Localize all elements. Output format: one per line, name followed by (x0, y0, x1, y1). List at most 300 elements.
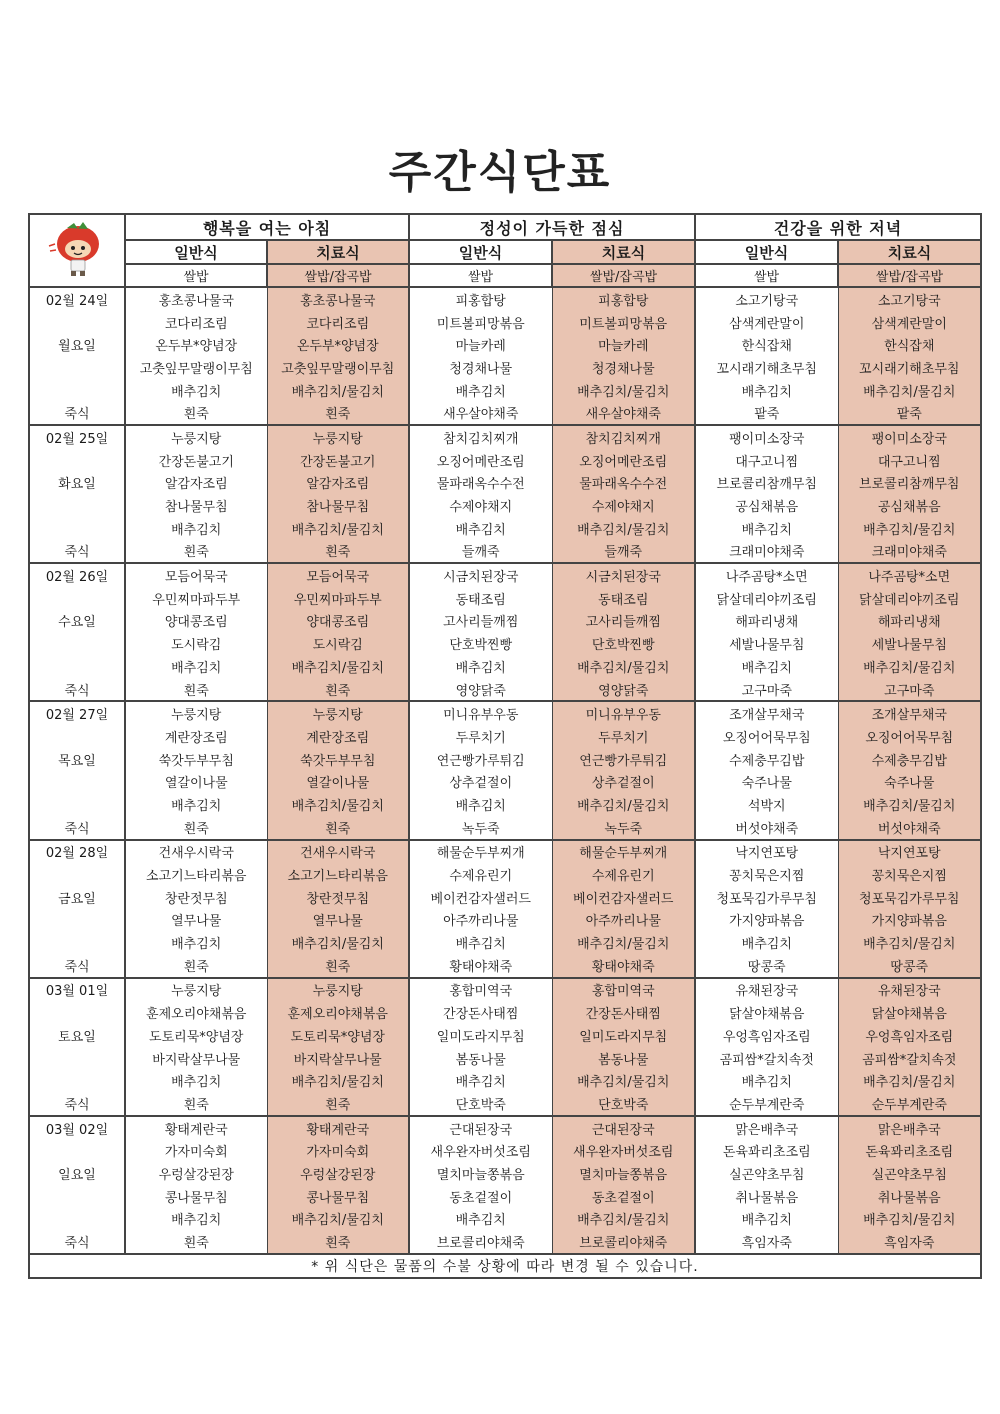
dish-therapy: 누룽지탕 (267, 701, 409, 725)
dish-therapy: 우렁살강된장 (267, 1162, 409, 1185)
day-weekday: 화요일 (29, 472, 125, 495)
dish-therapy: 수제야채지 (552, 494, 695, 517)
dish-therapy: 흰죽 (267, 678, 409, 702)
porridge-label: 죽식 (29, 954, 125, 978)
dish-therapy: 우민찌마파두부 (267, 587, 409, 610)
dish-therapy: 배추김치/물김치 (552, 379, 695, 402)
dish-general: 팥죽 (695, 401, 838, 425)
dish-therapy: 동태조림 (552, 587, 695, 610)
menu-row (29, 793, 981, 816)
menu-row (29, 816, 981, 840)
day-cell (29, 494, 125, 517)
dish-therapy: 수제충무김밥 (838, 748, 981, 771)
dish-general: 공심채볶음 (695, 494, 838, 517)
day-weekday: 금요일 (29, 886, 125, 909)
dish-therapy: 가자미숙회 (267, 1139, 409, 1162)
dish-therapy: 맑은배추국 (838, 1116, 981, 1140)
menu-row (29, 931, 981, 954)
dish-therapy: 공심채볶음 (838, 494, 981, 517)
menu-row (29, 1092, 981, 1116)
dish-general: 배추김치 (125, 1069, 267, 1092)
dish-general: 크래미야채죽 (695, 540, 838, 564)
staple-cell: 쌀밥/잡곡밥 (267, 264, 409, 287)
dish-therapy: 영양닭죽 (552, 678, 695, 702)
dish-therapy: 배추김치/물김치 (552, 1208, 695, 1231)
dish-general: 수제유린기 (409, 863, 552, 886)
dish-general: 황태야채죽 (409, 954, 552, 978)
dish-general: 브로콜리야채죽 (409, 1230, 552, 1254)
dish-therapy: 연근빵가루튀김 (552, 748, 695, 771)
dish-therapy: 도토리묵*양념장 (267, 1024, 409, 1047)
dish-general: 배추김치 (125, 793, 267, 816)
dish-therapy: 양대콩조림 (267, 610, 409, 633)
dish-general: 한식잡채 (695, 333, 838, 356)
menu-row (29, 563, 981, 587)
dish-general: 고구마죽 (695, 678, 838, 702)
dish-general: 배추김치 (409, 1069, 552, 1092)
dish-therapy: 녹두죽 (552, 816, 695, 840)
dish-general: 오징어어묵무침 (695, 725, 838, 748)
menu-row (29, 1208, 981, 1231)
day-weekday: 월요일 (29, 333, 125, 356)
dish-general: 알감자조림 (125, 472, 267, 495)
dish-general: 배추김치 (125, 1208, 267, 1231)
dish-general: 동초겉절이 (409, 1185, 552, 1208)
dish-therapy: 배추김치/물김치 (838, 379, 981, 402)
dish-general: 닭살데리야끼조림 (695, 587, 838, 610)
day-date: 02월 26일 (29, 563, 125, 587)
dish-general: 흰죽 (125, 678, 267, 702)
dish-therapy: 홍합미역국 (552, 978, 695, 1002)
dish-therapy: 쑥갓두부무침 (267, 748, 409, 771)
dish-general: 순두부계란죽 (695, 1092, 838, 1116)
menu-row (29, 701, 981, 725)
dish-general: 마늘카레 (409, 333, 552, 356)
dish-therapy: 누룽지탕 (267, 425, 409, 449)
footnote: * 위 식단은 물품의 수불 상황에 따라 변경 될 수 있습니다. (29, 1254, 981, 1278)
dish-general: 맑은배추국 (695, 1116, 838, 1140)
menu-row (29, 610, 981, 633)
dish-therapy: 동초겉절이 (552, 1185, 695, 1208)
menu-row (29, 954, 981, 978)
dish-general: 흑임자죽 (695, 1230, 838, 1254)
day-cell (29, 909, 125, 932)
dish-therapy: 미트볼피망볶음 (552, 311, 695, 334)
days-body (29, 287, 981, 1254)
dish-therapy: 단호박죽 (552, 1092, 695, 1116)
dish-therapy: 배추김치/물김치 (838, 517, 981, 540)
dish-general: 코다리조림 (125, 311, 267, 334)
dish-general: 배추김치 (695, 1208, 838, 1231)
dish-therapy: 가지양파볶음 (838, 909, 981, 932)
dish-therapy: 바지락살무나물 (267, 1047, 409, 1070)
dish-general: 홍초콩나물국 (125, 287, 267, 311)
dish-general: 흰죽 (125, 401, 267, 425)
day-cell (29, 1069, 125, 1092)
dish-therapy: 마늘카레 (552, 333, 695, 356)
dish-therapy: 꼬시래기해초무침 (838, 356, 981, 379)
dish-therapy: 꽁치묵은지찜 (838, 863, 981, 886)
dish-therapy: 땅콩죽 (838, 954, 981, 978)
dish-general: 새우완자버섯조림 (409, 1139, 552, 1162)
dish-therapy: 배추김치/물김치 (838, 1208, 981, 1231)
dish-general: 창란젓무침 (125, 886, 267, 909)
dish-therapy: 배추김치/물김치 (552, 655, 695, 678)
dish-therapy: 한식잡채 (838, 333, 981, 356)
dish-general: 유채된장국 (695, 978, 838, 1002)
menu-row (29, 1185, 981, 1208)
dish-general: 삼색계란말이 (695, 311, 838, 334)
dish-therapy: 흰죽 (267, 540, 409, 564)
dish-therapy: 배추김치/물김치 (838, 1069, 981, 1092)
dish-general: 영양닭죽 (409, 678, 552, 702)
dish-therapy: 순두부계란죽 (838, 1092, 981, 1116)
dish-therapy: 흰죽 (267, 1230, 409, 1254)
staple-cell: 쌀밥 (409, 264, 552, 287)
dish-general: 배추김치 (695, 655, 838, 678)
dish-therapy: 버섯야채죽 (838, 816, 981, 840)
dish-general: 고사리들깨찜 (409, 610, 552, 633)
dish-therapy: 해파리냉채 (838, 610, 981, 633)
dish-therapy: 팽이미소장국 (838, 425, 981, 449)
dish-therapy: 오징어메란조림 (552, 449, 695, 472)
dish-general: 동태조림 (409, 587, 552, 610)
dish-therapy: 봄동나물 (552, 1047, 695, 1070)
dish-therapy: 닭살데리야끼조림 (838, 587, 981, 610)
dish-therapy: 브로콜리야채죽 (552, 1230, 695, 1254)
dish-therapy: 배추김치/물김치 (267, 931, 409, 954)
meal-breakfast: 행복을 여는 아침 (125, 214, 409, 240)
dish-therapy: 곰피쌈*갈치속젓 (838, 1047, 981, 1070)
dish-general: 누룽지탕 (125, 978, 267, 1002)
type-therapy: 치료식 (552, 240, 695, 264)
porridge-label: 죽식 (29, 1092, 125, 1116)
dish-general: 녹두죽 (409, 816, 552, 840)
dish-therapy: 계란장조림 (267, 725, 409, 748)
dish-therapy: 콩나물무침 (267, 1185, 409, 1208)
dish-therapy: 들깨죽 (552, 540, 695, 564)
dish-general: 우민찌마파두부 (125, 587, 267, 610)
dish-therapy: 소고기탕국 (838, 287, 981, 311)
dish-therapy: 흰죽 (267, 401, 409, 425)
meal-lunch: 정성이 가득한 점심 (409, 214, 695, 240)
dish-therapy: 소고기느타리볶음 (267, 863, 409, 886)
menu-row (29, 632, 981, 655)
dish-therapy: 근대된장국 (552, 1116, 695, 1140)
dish-therapy: 누룽지탕 (267, 978, 409, 1002)
dish-therapy: 배추김치/물김치 (552, 793, 695, 816)
dish-general: 간장돈불고기 (125, 449, 267, 472)
dish-therapy: 참치김치찌개 (552, 425, 695, 449)
dish-general: 배추김치 (125, 655, 267, 678)
dish-general: 배추김치 (409, 517, 552, 540)
dish-therapy: 배추김치/물김치 (838, 931, 981, 954)
dish-therapy: 흰죽 (267, 1092, 409, 1116)
dish-therapy: 세발나물무침 (838, 632, 981, 655)
dish-general: 일미도라지무침 (409, 1024, 552, 1047)
dish-therapy: 시금치된장국 (552, 563, 695, 587)
dish-general: 배추김치 (409, 655, 552, 678)
menu-row (29, 356, 981, 379)
dish-general: 베이컨감자샐러드 (409, 886, 552, 909)
dish-therapy: 코다리조림 (267, 311, 409, 334)
dish-general: 물파래옥수수전 (409, 472, 552, 495)
type-therapy: 치료식 (838, 240, 981, 264)
logo-cell (29, 214, 125, 287)
dish-general: 열무나물 (125, 909, 267, 932)
dish-general: 간장돈사태찜 (409, 1001, 552, 1024)
dish-general: 봄동나물 (409, 1047, 552, 1070)
dish-general: 시금치된장국 (409, 563, 552, 587)
dish-therapy: 베이컨감자샐러드 (552, 886, 695, 909)
menu-row (29, 1139, 981, 1162)
staple-cell: 쌀밥 (125, 264, 267, 287)
dish-general: 배추김치 (125, 379, 267, 402)
menu-row (29, 517, 981, 540)
day-weekday: 수요일 (29, 610, 125, 633)
dish-general: 배추김치 (695, 931, 838, 954)
dish-general: 배추김치 (409, 379, 552, 402)
dish-therapy: 숙주나물 (838, 770, 981, 793)
dish-therapy: 황태야채죽 (552, 954, 695, 978)
dish-therapy: 배추김치/물김치 (267, 1069, 409, 1092)
dish-general: 홍합미역국 (409, 978, 552, 1002)
day-date: 02월 25일 (29, 425, 125, 449)
dish-general: 땅콩죽 (695, 954, 838, 978)
day-cell (29, 1047, 125, 1070)
type-header-row (29, 240, 981, 264)
dish-general: 소고기느타리볶음 (125, 863, 267, 886)
menu-row (29, 333, 981, 356)
dish-general: 고춧잎무말랭이무침 (125, 356, 267, 379)
dish-general: 근대된장국 (409, 1116, 552, 1140)
dish-general: 소고기탕국 (695, 287, 838, 311)
dish-general: 배추김치 (409, 793, 552, 816)
dish-therapy: 열무나물 (267, 909, 409, 932)
dish-therapy: 미니유부우동 (552, 701, 695, 725)
dish-therapy: 알감자조림 (267, 472, 409, 495)
dish-general: 계란장조림 (125, 725, 267, 748)
weekly-menu-table (28, 213, 982, 1279)
dish-general: 바지락살무나물 (125, 1047, 267, 1070)
dish-therapy: 청포묵김가루무침 (838, 886, 981, 909)
dish-general: 두루치기 (409, 725, 552, 748)
dish-general: 흰죽 (125, 540, 267, 564)
dish-general: 꽁치묵은지찜 (695, 863, 838, 886)
dish-therapy: 우엉흑임자조림 (838, 1024, 981, 1047)
dish-therapy: 실곤약초무침 (838, 1162, 981, 1185)
day-cell (29, 931, 125, 954)
dish-therapy: 건새우시락국 (267, 840, 409, 864)
menu-row (29, 678, 981, 702)
dish-general: 흰죽 (125, 1230, 267, 1254)
day-cell (29, 311, 125, 334)
menu-row (29, 379, 981, 402)
dish-therapy: 일미도라지무침 (552, 1024, 695, 1047)
tomato-mascot-icon (41, 218, 113, 280)
day-weekday: 목요일 (29, 748, 125, 771)
day-cell (29, 725, 125, 748)
menu-row (29, 909, 981, 932)
dish-general: 청포묵김가루무침 (695, 886, 838, 909)
dish-general: 들깨죽 (409, 540, 552, 564)
dish-therapy: 새우살야채죽 (552, 401, 695, 425)
dish-general: 모듬어묵국 (125, 563, 267, 587)
dish-general: 단호박찐빵 (409, 632, 552, 655)
dish-general: 수제충무김밥 (695, 748, 838, 771)
dish-general: 배추김치 (125, 517, 267, 540)
menu-row (29, 770, 981, 793)
dish-therapy: 고춧잎무말랭이무침 (267, 356, 409, 379)
dish-general: 세발나물무침 (695, 632, 838, 655)
menu-row (29, 978, 981, 1002)
dish-general: 단호박죽 (409, 1092, 552, 1116)
dish-general: 곰피쌈*갈치속젓 (695, 1047, 838, 1070)
menu-row (29, 587, 981, 610)
meal-header-row (29, 214, 981, 240)
dish-therapy: 온두부*양념장 (267, 333, 409, 356)
dish-general: 쑥갓두부무침 (125, 748, 267, 771)
dish-general: 흰죽 (125, 816, 267, 840)
dish-therapy: 크래미야채죽 (838, 540, 981, 564)
menu-row (29, 1230, 981, 1254)
dish-general: 배추김치 (695, 1069, 838, 1092)
dish-therapy: 새우완자버섯조림 (552, 1139, 695, 1162)
menu-row (29, 401, 981, 425)
dish-therapy: 모듬어묵국 (267, 563, 409, 587)
staple-cell: 쌀밥/잡곡밥 (838, 264, 981, 287)
menu-row (29, 1162, 981, 1185)
dish-general: 도토리묵*양념장 (125, 1024, 267, 1047)
dish-therapy: 해물순두부찌개 (552, 840, 695, 864)
dish-general: 오징어메란조림 (409, 449, 552, 472)
dish-therapy: 대구고니찜 (838, 449, 981, 472)
dish-therapy: 흰죽 (267, 816, 409, 840)
dish-general: 누룽지탕 (125, 701, 267, 725)
dish-therapy: 낙지연포탕 (838, 840, 981, 864)
dish-general: 해파리냉채 (695, 610, 838, 633)
day-cell (29, 655, 125, 678)
dish-therapy: 아주까리나물 (552, 909, 695, 932)
menu-row (29, 1069, 981, 1092)
dish-therapy: 배추김치/물김치 (552, 517, 695, 540)
dish-general: 낙지연포탕 (695, 840, 838, 864)
menu-row (29, 540, 981, 564)
day-cell (29, 632, 125, 655)
dish-therapy: 유채된장국 (838, 978, 981, 1002)
dish-general: 수제야채지 (409, 494, 552, 517)
porridge-label: 죽식 (29, 816, 125, 840)
dish-general: 배추김치 (409, 931, 552, 954)
dish-general: 아주까리나물 (409, 909, 552, 932)
day-cell (29, 379, 125, 402)
dish-general: 꼬시래기해초무침 (695, 356, 838, 379)
dish-general: 열갈이나물 (125, 770, 267, 793)
dish-general: 참치김치찌개 (409, 425, 552, 449)
dish-general: 흰죽 (125, 954, 267, 978)
dish-therapy: 멸치마늘쫑볶음 (552, 1162, 695, 1185)
menu-row (29, 1116, 981, 1140)
dish-therapy: 나주곰탕*소면 (838, 563, 981, 587)
dish-general: 팽이미소장국 (695, 425, 838, 449)
dish-general: 닭살야채볶음 (695, 1001, 838, 1024)
dish-general: 석박지 (695, 793, 838, 816)
day-weekday: 토요일 (29, 1024, 125, 1047)
day-weekday: 일요일 (29, 1162, 125, 1185)
dish-general: 가지양파볶음 (695, 909, 838, 932)
dish-general: 나주곰탕*소면 (695, 563, 838, 587)
dish-general: 미니유부우동 (409, 701, 552, 725)
dish-general: 버섯야채죽 (695, 816, 838, 840)
dish-general: 청경채나물 (409, 356, 552, 379)
menu-row (29, 287, 981, 311)
dish-therapy: 고구마죽 (838, 678, 981, 702)
dish-general: 훈제오리야채볶음 (125, 1001, 267, 1024)
dish-general: 피홍합탕 (409, 287, 552, 311)
dish-therapy: 홍초콩나물국 (267, 287, 409, 311)
dish-therapy: 배추김치/물김치 (267, 517, 409, 540)
dish-therapy: 도시락김 (267, 632, 409, 655)
day-cell (29, 517, 125, 540)
dish-therapy: 브로콜리참깨무침 (838, 472, 981, 495)
dish-general: 실곤약초무침 (695, 1162, 838, 1185)
dish-general: 온두부*양념장 (125, 333, 267, 356)
type-therapy: 치료식 (267, 240, 409, 264)
dish-therapy: 두루치기 (552, 725, 695, 748)
dish-general: 해물순두부찌개 (409, 840, 552, 864)
dish-therapy: 단호박찐빵 (552, 632, 695, 655)
dish-therapy: 취나물볶음 (838, 1185, 981, 1208)
day-date: 03월 02일 (29, 1116, 125, 1140)
porridge-label: 죽식 (29, 401, 125, 425)
dish-general: 콩나물무침 (125, 1185, 267, 1208)
dish-therapy: 간장돈불고기 (267, 449, 409, 472)
dish-general: 우엉흑임자조림 (695, 1024, 838, 1047)
dish-therapy: 물파래옥수수전 (552, 472, 695, 495)
dish-therapy: 황태계란국 (267, 1116, 409, 1140)
menu-row (29, 494, 981, 517)
menu-row (29, 840, 981, 864)
dish-therapy: 배추김치/물김치 (838, 793, 981, 816)
footnote-row (29, 1254, 981, 1278)
day-cell (29, 770, 125, 793)
dish-general: 배추김치 (695, 379, 838, 402)
dish-general: 배추김치 (125, 931, 267, 954)
day-date: 02월 28일 (29, 840, 125, 864)
dish-general: 누룽지탕 (125, 425, 267, 449)
dish-therapy: 상추겉절이 (552, 770, 695, 793)
day-cell (29, 1185, 125, 1208)
dish-therapy: 창란젓무침 (267, 886, 409, 909)
day-cell (29, 356, 125, 379)
porridge-label: 죽식 (29, 540, 125, 564)
type-general: 일반식 (695, 240, 838, 264)
dish-therapy: 삼색계란말이 (838, 311, 981, 334)
day-date: 02월 24일 (29, 287, 125, 311)
dish-general: 배추김치 (695, 517, 838, 540)
dish-general: 브로콜리참깨무침 (695, 472, 838, 495)
dish-therapy: 흑임자죽 (838, 1230, 981, 1254)
dish-therapy: 배추김치/물김치 (267, 379, 409, 402)
menu-row (29, 1024, 981, 1047)
day-date: 02월 27일 (29, 701, 125, 725)
dish-therapy: 배추김치/물김치 (267, 655, 409, 678)
dish-general: 돈육꽈리초조림 (695, 1139, 838, 1162)
dish-general: 흰죽 (125, 1092, 267, 1116)
dish-general: 황태계란국 (125, 1116, 267, 1140)
dish-general: 양대콩조림 (125, 610, 267, 633)
dish-general: 가자미숙회 (125, 1139, 267, 1162)
